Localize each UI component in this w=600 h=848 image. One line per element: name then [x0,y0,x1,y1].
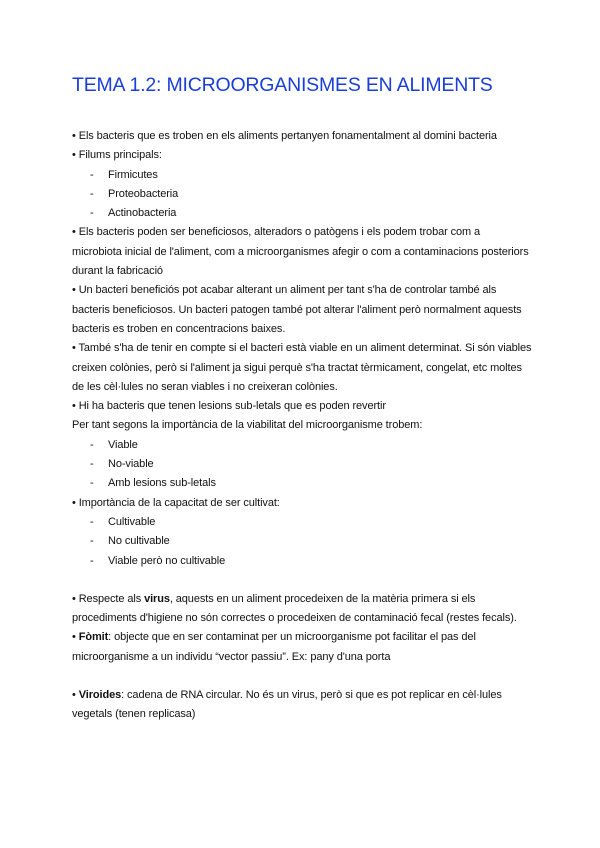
dash-bullet: - [90,515,94,528]
paragraph-virus [72,590,532,629]
bold-term: virus [144,592,170,605]
list-item [72,204,532,223]
list-item [72,455,532,474]
dash-bullet: - [90,554,94,567]
list-item-text: Cultivable [108,515,156,528]
bold-term: Fòmit [78,631,109,644]
list-item-text: Amb lesions sub-letals [108,477,216,490]
paragraph-viroides [72,686,532,725]
text-run: • [72,631,79,644]
dash-bullet: - [90,438,94,451]
paragraph-filums: • Filums principals: [72,149,162,162]
list-item [72,436,532,455]
bold-term: Viroides [78,689,122,702]
paragraph-alterant: • Un bacteri beneficiós pot acabar alterant un aliment per tant s'ha de controlar també als bacteris beneficiosos. Un bacteri patogen també pot alterar l'aliment però normalment aquests bacteris es troben en concentracions baixes. [72,284,522,335]
paragraph-viable: • També s'ha de tenir en compte si el bacteri està viable en un aliment determinat. Si són viables creixen colònies, però si l'aliment ja sigui perquè s'ha tractat tèrmicament, congelat, etc moltes de les cèl·lules no seran viables i no creixeran colònies. [72,342,532,393]
list-item-text: Viable però no cultivable [108,554,226,567]
list-item [72,513,532,532]
text-run: : cadena de RNA circular. No és un virus, però si que es pot replicar en cèl·lules vegetals (tenen replicasa) [72,689,502,721]
list-item-text: Viable [108,438,138,451]
document-body [72,127,532,725]
list-item-text: No-viable [108,458,154,471]
list-item [72,552,532,571]
text-run: : objecte que en ser contaminat per un microorganisme pot facilitar el pas del microorganisme a un individu “vector passiu”. Ex: pany d'una porta [72,631,476,663]
list-item [72,474,532,493]
paragraph-cultivat: • Importància de la capacitat de ser cultivat: [72,496,280,509]
list-item-text: Firmicutes [108,168,158,181]
paragraph-domini: • Els bacteris que es troben en els aliments pertanyen fonamentalment al domini bacteria [72,130,497,142]
spacer [72,667,532,686]
paragraph-fomit [72,628,532,667]
list-item-text: Proteobacteria [108,187,179,200]
dash-bullet: - [90,207,94,220]
list-item [72,185,532,204]
dash-bullet: - [90,168,94,181]
text-run: , aquests en un aliment procedeixen de la matèria primera si els procediments d'higiene no són correctes o procedeixen de contaminació fecal (restes fecals). [72,592,517,625]
list-item-text: No cultivable [108,535,170,548]
paragraph-beneficiosos: • Els bacteris poden ser beneficiosos, alteradors o patògens i els podem trobar com a microbiota inicial de l'aliment, com a microorganismes afegir o com a contaminacions posteriors durant la fabricació [72,226,529,278]
page-title: TEMA 1.2: MICROORGANISMES EN ALIMENTS [72,74,493,96]
dash-bullet: - [90,477,94,490]
dash-bullet: - [90,535,94,548]
text-run: • [72,689,79,702]
dash-bullet: - [90,458,94,471]
spacer [72,571,532,590]
paragraph-lesions: • Hi ha bacteris que tenen lesions sub-letals que es poden revertir [72,400,386,413]
paragraph-importancia-viabilitat: Per tant segons la importància de la viabilitat del microorganisme trobem: [72,419,423,432]
dash-bullet: - [90,187,94,200]
text-run: • Respecte als [72,592,145,605]
list-item [72,166,532,185]
list-item [72,532,532,551]
list-item-text: Actinobacteria [108,207,177,220]
